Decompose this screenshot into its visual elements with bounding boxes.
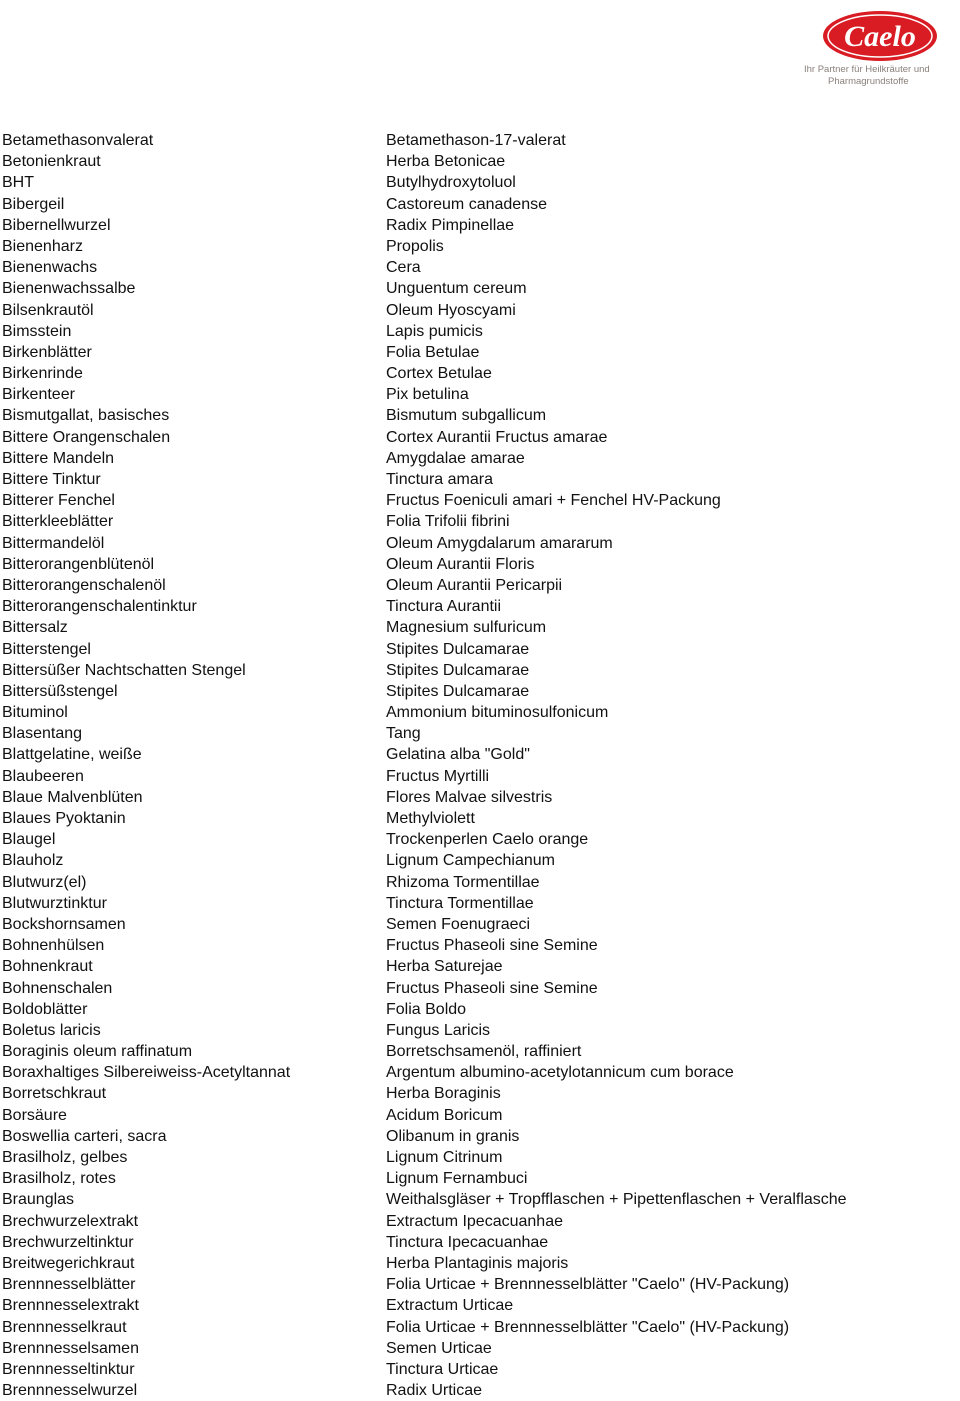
german-term: Borretschkraut	[2, 1085, 107, 1103]
latin-term: Radix Urticae	[386, 1382, 483, 1400]
german-term: Brasilholz, gelbes	[2, 1149, 128, 1166]
german-term: Bitterstengel	[2, 640, 91, 658]
german-term: Boletus laricis	[2, 1021, 101, 1039]
german-term: Bituminol	[2, 704, 68, 722]
table-row	[2, 1083, 958, 1104]
latin-term: Lignum Citrinum	[386, 1149, 503, 1166]
table-row	[2, 1126, 958, 1147]
table-row	[2, 257, 958, 278]
german-term: Birkenrinde	[2, 365, 83, 383]
german-term: Blaubeeren	[2, 767, 84, 785]
german-term: Bienenharz	[2, 237, 83, 255]
german-term: Blutwurz(el)	[2, 873, 87, 891]
latin-term: Propolis	[386, 237, 444, 255]
latin-term: Castoreum canadense	[386, 195, 547, 213]
latin-term: Weithalsgläser + Tropfflaschen + Pipettenflaschen + Veralflasche	[386, 1191, 847, 1209]
latin-term: Lignum Campechianum	[386, 852, 555, 870]
table-row	[2, 1062, 958, 1083]
latin-term: Oleum Hyoscyami	[386, 301, 516, 319]
table-row	[2, 872, 958, 893]
german-term: Bitterorangenschalenöl	[2, 576, 166, 594]
german-term: Blaues Pyoktanin	[2, 810, 126, 827]
german-term: Bohnenhülsen	[2, 937, 105, 955]
table-row	[2, 1105, 958, 1126]
tagline-line-1: Ihr Partner für Heilkräuter und	[804, 64, 930, 75]
latin-term: Radix Pimpinellae	[386, 216, 515, 234]
latin-term: Semen Urticae	[386, 1339, 492, 1357]
table-row	[2, 617, 958, 638]
german-term: Bittersüßer Nachtschatten Stengel	[2, 661, 246, 679]
german-term: Braunglas	[2, 1191, 75, 1209]
latin-term: Folia Urticae + Brennnesselblätter "Caelo" (HV-Packung)	[386, 1318, 790, 1336]
table-row	[2, 215, 958, 236]
german-term: Bibergeil	[2, 195, 65, 213]
latin-term: Herba Betonicae	[386, 153, 506, 171]
german-term: Blaugel	[2, 831, 56, 849]
latin-term: Butylhydroxytoluol	[386, 174, 516, 192]
table-row	[2, 1317, 958, 1338]
table-row	[2, 172, 958, 193]
german-term: Bittersalz	[2, 619, 68, 637]
latin-term: Amygdalae amarae	[386, 449, 525, 467]
german-term: Bohnenkraut	[2, 958, 93, 976]
german-term: Betamethasonvalerat	[2, 132, 154, 149]
latin-term: Argentum albumino-acetylotannicum cum borace	[386, 1064, 734, 1082]
logo-tagline	[800, 64, 958, 88]
german-term: Bismutgallat, basisches	[2, 407, 170, 425]
german-term: Bittere Mandeln	[2, 449, 115, 467]
german-term: Blattgelatine, weiße	[2, 746, 142, 764]
latin-term: Fructus Phaseoli sine Semine	[386, 937, 598, 955]
german-term: Birkenteer	[2, 386, 75, 404]
table-row	[2, 1020, 958, 1041]
latin-term: Lignum Fernambuci	[386, 1170, 528, 1188]
latin-term: Cortex Betulae	[386, 365, 492, 383]
german-term: Boraxhaltiges Silbereiweiss-Acetyltannat	[2, 1064, 291, 1082]
german-term: Brennnesselextrakt	[2, 1297, 139, 1315]
table-row	[2, 978, 958, 999]
table-row	[2, 1253, 958, 1274]
table-row	[2, 639, 958, 660]
german-term: Bitterer Fenchel	[2, 492, 115, 510]
german-term: Bibernellwurzel	[2, 216, 111, 234]
german-term: Bitterkleeblätter	[2, 513, 114, 531]
table-row	[2, 363, 958, 384]
german-term: Bittere Tinktur	[2, 471, 101, 488]
german-term: Bittersüßstengel	[2, 682, 118, 700]
table-row	[2, 469, 958, 490]
latin-term: Fungus Laricis	[386, 1021, 491, 1039]
logo-wordmark: Caelo	[844, 20, 916, 53]
latin-term: Bismutum subgallicum	[386, 407, 547, 425]
table-row	[2, 448, 958, 469]
table-row	[2, 723, 958, 744]
table-row	[2, 766, 958, 787]
german-term: Blauholz	[2, 852, 64, 870]
latin-term: Borretschsamenöl, raffiniert	[386, 1043, 582, 1061]
latin-term: Rhizoma Tormentillae	[386, 873, 540, 891]
latin-term: Folia Urticae + Brennnesselblätter "Caelo" (HV-Packung)	[386, 1276, 790, 1294]
table-row	[2, 1232, 958, 1253]
latin-term: Lapis pumicis	[386, 322, 483, 340]
latin-term: Folia Betulae	[386, 343, 480, 361]
latin-term: Cortex Aurantii Fructus amarae	[386, 428, 608, 446]
german-term: Bitterorangenblütenöl	[2, 555, 155, 573]
german-term: Brennnesselwurzel	[2, 1382, 138, 1400]
latin-term: Herba Plantaginis majoris	[386, 1254, 569, 1272]
latin-term: Tinctura Urticae	[386, 1360, 499, 1378]
latin-term: Oleum Aurantii Pericarpii	[386, 576, 563, 594]
table-row	[2, 194, 958, 215]
german-term: Brennnesselkraut	[2, 1318, 127, 1336]
latin-term: Tinctura Tormentillae	[386, 894, 534, 912]
table-row	[2, 575, 958, 596]
table-row	[2, 1274, 958, 1295]
german-term: Brennnesselblätter	[2, 1276, 136, 1294]
table-row	[2, 384, 958, 405]
latin-term: Oleum Aurantii Floris	[386, 555, 535, 573]
table-row	[2, 278, 958, 299]
latin-term: Folia Trifolii fibrini	[386, 513, 510, 531]
table-row	[2, 342, 958, 363]
german-term: Betonienkraut	[2, 153, 101, 171]
table-row	[2, 1211, 958, 1232]
latin-term: Stipites Dulcamarae	[386, 640, 530, 658]
table-row	[2, 490, 958, 511]
table-row	[2, 1041, 958, 1062]
german-term: Blaue Malvenblüten	[2, 788, 143, 806]
german-term: Bilsenkrautöl	[2, 301, 94, 319]
table-row	[2, 808, 958, 829]
german-term: BHT	[2, 174, 34, 192]
latin-term: Cera	[386, 259, 421, 277]
table-row	[2, 956, 958, 977]
table-row	[2, 1147, 958, 1168]
german-term: Bienenwachs	[2, 259, 98, 277]
term-table	[2, 130, 958, 1401]
latin-term: Extractum Urticae	[386, 1297, 514, 1315]
latin-term: Betamethason-17-valerat	[386, 132, 566, 149]
table-row	[2, 300, 958, 321]
german-term: Boraginis oleum raffinatum	[2, 1043, 193, 1061]
latin-term: Tinctura amara	[386, 471, 493, 488]
german-term: Brechwurzeltinktur	[2, 1233, 134, 1251]
table-row	[2, 151, 958, 172]
table-row	[2, 321, 958, 342]
latin-term: Herba Saturejae	[386, 958, 503, 976]
german-term: Bittermandelöl	[2, 534, 105, 552]
latin-term: Magnesium sulfuricum	[386, 619, 547, 637]
table-row	[2, 1295, 958, 1316]
table-row	[2, 427, 958, 448]
table-row	[2, 1189, 958, 1210]
german-term: Brennnesselsamen	[2, 1339, 139, 1357]
german-term: Borsäure	[2, 1106, 67, 1124]
german-term: Bimsstein	[2, 322, 72, 340]
latin-term: Methylviolett	[386, 810, 475, 827]
german-term: Bitterorangenschalentinktur	[2, 598, 197, 616]
table-row	[2, 554, 958, 575]
table-row	[2, 511, 958, 532]
table-row	[2, 405, 958, 426]
table-row	[2, 893, 958, 914]
table-row	[2, 130, 958, 151]
table-row	[2, 744, 958, 765]
table-row	[2, 660, 958, 681]
latin-term: Stipites Dulcamarae	[386, 661, 530, 679]
table-row	[2, 236, 958, 257]
latin-term: Oleum Amygdalarum amararum	[386, 534, 613, 552]
german-term: Bohnenschalen	[2, 979, 113, 997]
latin-term: Herba Boraginis	[386, 1085, 501, 1103]
german-term: Breitwegerichkraut	[2, 1254, 135, 1272]
table-row	[2, 596, 958, 617]
latin-term: Stipites Dulcamarae	[386, 682, 530, 700]
german-term: Bienenwachssalbe	[2, 280, 136, 298]
latin-term: Unguentum cereum	[386, 280, 527, 298]
latin-term: Extractum Ipecacuanhae	[386, 1212, 563, 1230]
german-term: Bittere Orangenschalen	[2, 428, 171, 446]
table-row	[2, 935, 958, 956]
german-term: Brechwurzelextrakt	[2, 1212, 139, 1230]
latin-term: Tinctura Ipecacuanhae	[386, 1233, 549, 1251]
german-term: Bockshornsamen	[2, 915, 126, 933]
table-row	[2, 1359, 958, 1380]
latin-term: Fructus Phaseoli sine Semine	[386, 979, 598, 997]
german-term: Brennnesseltinktur	[2, 1360, 135, 1378]
latin-term: Olibanum in granis	[386, 1127, 520, 1145]
latin-term: Ammonium bituminosulfonicum	[386, 704, 609, 722]
brand-logo	[800, 4, 958, 96]
latin-term: Folia Boldo	[386, 1000, 467, 1018]
german-term: Boldoblätter	[2, 1000, 88, 1018]
latin-term: Pix betulina	[386, 386, 469, 404]
german-term: Birkenblätter	[2, 343, 92, 361]
table-row	[2, 914, 958, 935]
table-row	[2, 850, 958, 871]
german-term: Blutwurztinktur	[2, 894, 107, 912]
table-row	[2, 1338, 958, 1359]
table-row	[2, 533, 958, 554]
latin-term: Tang	[386, 725, 421, 743]
table-row	[2, 1168, 958, 1189]
table-row	[2, 681, 958, 702]
latin-term: Tinctura Aurantii	[386, 598, 502, 616]
tagline-line-2: Pharmagrundstoffe	[828, 76, 909, 87]
caelo-logo-mark	[800, 4, 958, 64]
table-row	[2, 702, 958, 723]
latin-term: Semen Foenugraeci	[386, 915, 531, 933]
table-row	[2, 829, 958, 850]
latin-term: Fructus Foeniculi amari + Fenchel HV-Packung	[386, 492, 721, 510]
latin-term: Fructus Myrtilli	[386, 767, 490, 785]
table-row	[2, 787, 958, 808]
latin-term: Flores Malvae silvestris	[386, 788, 553, 806]
german-term: Boswellia carteri, sacra	[2, 1127, 167, 1145]
german-term: Blasentang	[2, 725, 83, 743]
table-row	[2, 999, 958, 1020]
latin-term: Gelatina alba "Gold"	[386, 746, 530, 764]
german-term: Brasilholz, rotes	[2, 1170, 116, 1188]
latin-term: Trockenperlen Caelo orange	[386, 831, 589, 849]
latin-term: Acidum Boricum	[386, 1106, 503, 1124]
